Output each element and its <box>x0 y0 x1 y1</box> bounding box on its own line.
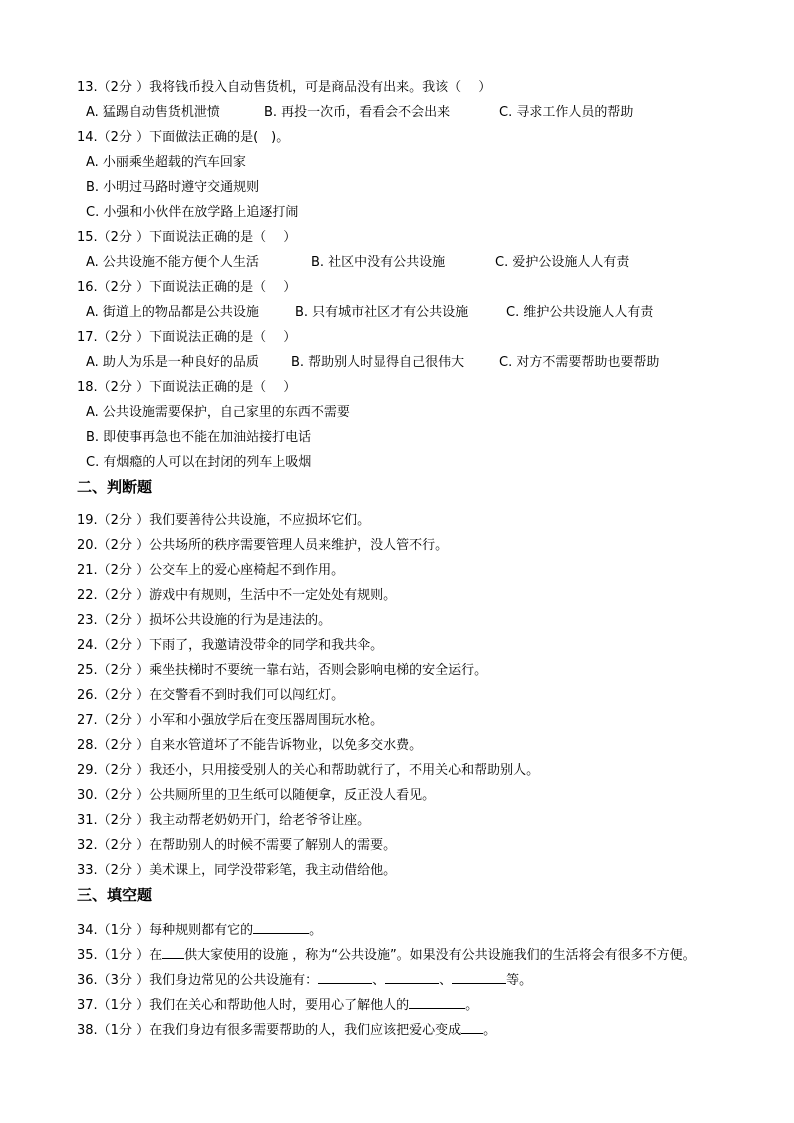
question-17-option-c: C. 对方不需要帮助也要帮助 <box>499 355 660 370</box>
question-33: 33.（2分 ）美术课上，同学没带彩笔，我主动借给他。 <box>77 863 397 878</box>
question-17-option-b: B. 帮助别人时显得自己很伟大 <box>291 355 465 370</box>
question-38-text: 38.（1分 ）在我们身边有很多需要帮助的人，我们应该把爱心变成 <box>77 1023 462 1038</box>
answer-blank[interactable] <box>409 995 465 1009</box>
question-13-option-b: B. 再投一次币，看看会不会出来 <box>264 105 451 120</box>
question-28: 28.（2分 ）自来水管道坏了不能告诉物业，以免多交水费。 <box>77 738 423 753</box>
question-37-end: 。 <box>465 998 479 1013</box>
question-34-end: 。 <box>309 923 323 938</box>
separator: 、 <box>372 973 386 988</box>
question-18-option-a: A. 公共设施需要保护，自己家里的东西不需要 <box>86 405 350 420</box>
question-16-option-c: C. 维护公共设施人人有责 <box>506 305 654 320</box>
question-22: 22.（2分 ）游戏中有规则，生活中不一定处处有规则。 <box>77 588 397 603</box>
question-36-text: 36.（3分 ）我们身边常见的公共设施有： <box>77 973 319 988</box>
question-35-end: 供大家使用的设施 ，称为“公共设施”。如果没有公共设施我们的生活将会有很多不方便。 <box>184 948 696 963</box>
question-38-end: 。 <box>483 1023 497 1038</box>
answer-blank[interactable] <box>461 1020 483 1034</box>
answer-blank[interactable] <box>253 920 309 934</box>
question-15-option-b: B. 社区中没有公共设施 <box>311 255 446 270</box>
question-14-option-a: A. 小丽乘坐超载的汽车回家 <box>86 155 246 170</box>
question-37 <box>77 995 478 1015</box>
question-37-text: 37.（1分 ）我们在关心和帮助他人时，要用心了解他人的 <box>77 998 410 1013</box>
question-15-option-a: A. 公共设施不能方便个人生活 <box>86 255 259 270</box>
question-15-stem: 15.（2分 ）下面说法正确的是（ ） <box>77 230 297 245</box>
question-26: 26.（2分 ）在交警看不到时我们可以闯红灯。 <box>77 688 345 703</box>
question-19: 19.（2分 ）我们要善待公共设施，不应损坏它们。 <box>77 513 371 528</box>
section-title-judge: 二、判断题 <box>77 478 153 496</box>
question-18-option-c: C. 有烟瘾的人可以在封闭的列车上吸烟 <box>86 455 312 470</box>
question-27: 27.（2分 ）小军和小强放学后在变压器周围玩水枪。 <box>77 713 384 728</box>
answer-blank[interactable] <box>385 970 439 984</box>
question-15-option-c: C. 爱护公设施人人有责 <box>495 255 630 270</box>
section-title-fill: 三、填空题 <box>77 886 153 904</box>
question-16-option-b: B. 只有城市社区才有公共设施 <box>295 305 469 320</box>
question-31: 31.（2分 ）我主动帮老奶奶开门，给老爷爷让座。 <box>77 813 371 828</box>
question-18-option-b: B. 即使事再急也不能在加油站接打电话 <box>86 430 312 445</box>
question-17-stem: 17.（2分 ）下面说法正确的是（ ） <box>77 330 297 345</box>
answer-blank[interactable] <box>452 970 506 984</box>
question-32: 32.（2分 ）在帮助别人的时候不需要了解别人的需要。 <box>77 838 397 853</box>
question-35 <box>77 945 696 965</box>
question-36-end: 等。 <box>506 973 533 988</box>
question-13-stem: 13.（2分 ）我将钱币投入自动售货机，可是商品没有出来。我该（ ） <box>77 80 492 95</box>
separator: 、 <box>439 973 453 988</box>
question-13-option-a: A. 猛踢自动售货机泄愤 <box>86 105 220 120</box>
question-38 <box>77 1020 496 1040</box>
question-16-stem: 16.（2分 ）下面说法正确的是（ ） <box>77 280 297 295</box>
question-34 <box>77 920 322 940</box>
question-25: 25.（2分 ）乘坐扶梯时不要统一靠右站，否则会影响电梯的安全运行。 <box>77 663 488 678</box>
answer-blank[interactable] <box>318 970 372 984</box>
question-21: 21.（2分 ）公交车上的爱心座椅起不到作用。 <box>77 563 345 578</box>
question-16-option-a: A. 街道上的物品都是公共设施 <box>86 305 259 320</box>
question-14-option-b: B. 小明过马路时遵守交通规则 <box>86 180 260 195</box>
question-23: 23.（2分 ）损坏公共设施的行为是违法的。 <box>77 613 332 628</box>
question-14-option-c: C. 小强和小伙伴在放学路上追逐打闹 <box>86 205 299 220</box>
question-24: 24.（2分 ）下雨了，我邀请没带伞的同学和我共伞。 <box>77 638 384 653</box>
question-29: 29.（2分 ）我还小，只用接受别人的关心和帮助就行了，不用关心和帮助别人。 <box>77 763 540 778</box>
question-17-option-a: A. 助人为乐是一种良好的品质 <box>86 355 259 370</box>
question-18-stem: 18.（2分 ）下面说法正确的是（ ） <box>77 380 297 395</box>
answer-blank[interactable] <box>162 945 184 959</box>
question-35-text: 35.（1分 ）在 <box>77 948 163 963</box>
question-20: 20.（2分 ）公共场所的秩序需要管理人员来维护，没人管不行。 <box>77 538 449 553</box>
question-34-text: 34.（1分 ）每种规则都有它的 <box>77 923 254 938</box>
question-36 <box>77 970 532 990</box>
question-13-option-c: C. 寻求工作人员的帮助 <box>499 105 634 120</box>
question-14-stem: 14.（2分 ）下面做法正确的是( )。 <box>77 130 290 145</box>
question-30: 30.（2分 ）公共厕所里的卫生纸可以随便拿，反正没人看见。 <box>77 788 436 803</box>
